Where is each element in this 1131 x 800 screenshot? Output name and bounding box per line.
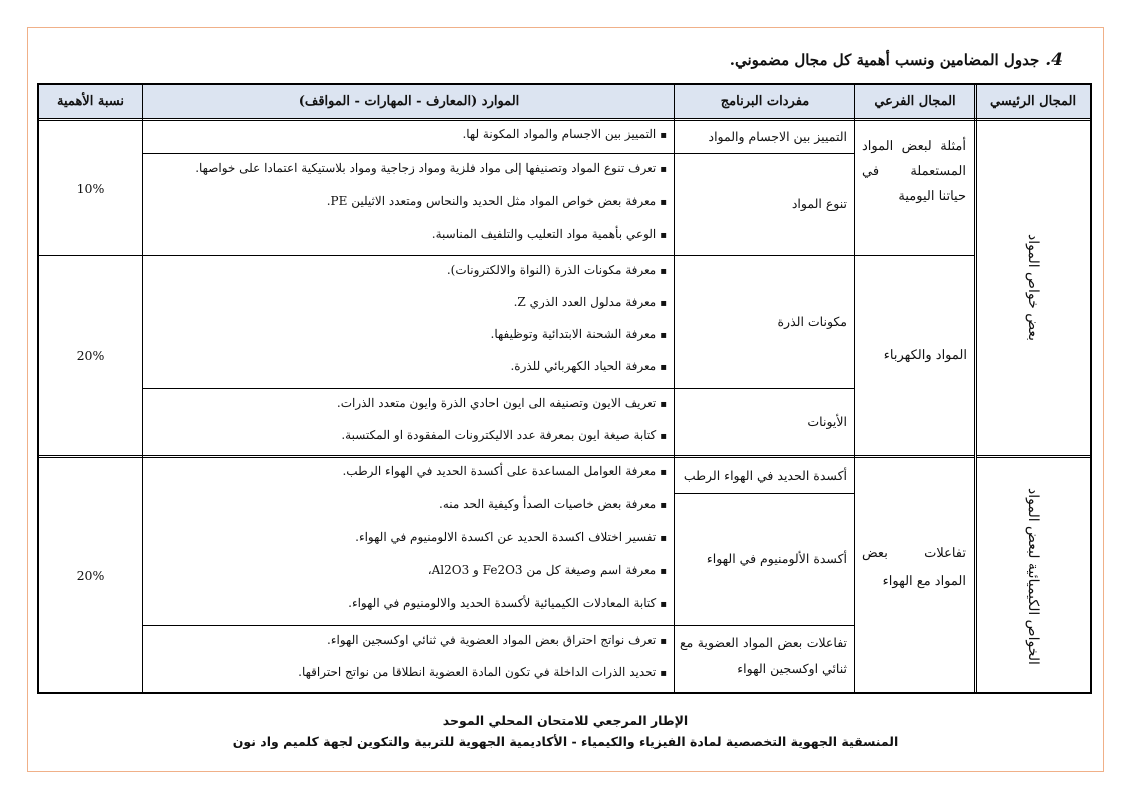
importance-2: 20% xyxy=(76,347,105,363)
resource-item: ▪ معرفة العوامل المساعدة على أكسدة الحديد في الهواء الرطب. xyxy=(342,464,667,478)
resource-item: ▪ تعرف نواتج احتراق بعض المواد العضوية في ثنائي اوكسجين الهواء. xyxy=(327,633,667,647)
main-domain-2: الخواص الكيميائية لبعض المواد xyxy=(1025,487,1041,665)
program-item-6: أكسدة الألومنيوم في الهواء xyxy=(706,551,847,566)
resource-item: ▪ معرفة الحياد الكهربائي للذرة. xyxy=(510,359,667,373)
program-item-7: تفاعلات بعض المواد العضوية مع ثنائي اوكسجين الهواء xyxy=(680,635,847,676)
resource-item: ▪ معرفة مدلول العدد الذري Z. xyxy=(514,295,667,309)
program-item-5: أكسدة الحديد في الهواء الرطب xyxy=(683,467,847,483)
program-item-4: الأيونات xyxy=(807,413,847,429)
resource-item: ▪ كتابة المعادلات الكيميائية لأكسدة الحديد والالومنيوم في الهواء. xyxy=(348,596,667,610)
resources-group-1 xyxy=(143,121,667,153)
resource-item: ▪ تفسير اختلاف اكسدة الحديد عن اكسدة الالومنيوم في الهواء. xyxy=(355,530,667,544)
resource-item: ▪ تعريف الايون وتصنيفه الى ايون احادي الذرة وايون متعدد الذرات. xyxy=(337,396,667,410)
header-sub-domain: المجال الفرعي xyxy=(855,84,975,118)
program-item-2: تنوع المواد xyxy=(791,196,847,211)
footer-line-2: المنسقية الجهوية التخصصية لمادة الفيزياء والكيمياء - الأكاديمية الجهوية للتربية والتكوين لجهة كلميم واد نون xyxy=(232,734,899,749)
main-domain-1: بعض خواص المواد xyxy=(1025,234,1041,342)
program-item-1: التمييز بين الاجسام والمواد xyxy=(708,129,847,144)
footer-line-1: الإطار المرجعي للامتحان المحلي الموحد xyxy=(442,713,689,728)
resource-item: ▪ معرفة بعض خاصيات الصدأ وكيفية الحد منه. xyxy=(439,497,667,511)
resource-item: ▪ معرفة الشحنة الابتدائية وتوظيفها. xyxy=(491,327,667,341)
section-number: 4. xyxy=(1045,50,1063,70)
header-importance: نسبة الأهمية xyxy=(38,84,143,118)
resources-group-4 xyxy=(143,388,667,455)
section-title: جدول المضامين ونسب أهمية كل مجال مضموني. xyxy=(729,51,1040,69)
resource-item: ▪ الوعي بأهمية مواد التعليب والتلفيف المناسبة. xyxy=(432,227,667,241)
importance-1: 10% xyxy=(76,180,105,196)
header-program-items: مفردات البرنامج xyxy=(675,84,855,118)
sub-domain-1: أمثلة لبعض المواد المستعملة في حياتنا اليومية xyxy=(862,139,966,204)
sub-domain-2: المواد والكهرباء xyxy=(883,347,967,363)
resources-group-5 xyxy=(143,458,667,625)
resource-item: ▪ تعرف تنوع المواد وتصنيفها إلى مواد فلزية ومواد زجاجية ومواد بلاستيكية اعتمادا على خواصها. xyxy=(195,161,667,175)
importance-3: 20% xyxy=(76,567,105,583)
header-main-domain: المجال الرئيسي xyxy=(975,84,1091,118)
resource-item: ▪ تحديد الذرات الداخلة في تكون المادة العضوية انطلاقا من نواتج احتراقها. xyxy=(298,665,667,679)
resources-group-6 xyxy=(143,625,667,692)
resource-item: ▪ كتابة صيغة ايون بمعرفة عدد الاليكترونات المفقودة او المكتسبة. xyxy=(341,428,667,442)
resource-item: ▪ معرفة اسم وصيغة كل من Fe2O3 و Al2O3، xyxy=(428,563,667,577)
section-heading xyxy=(730,50,1063,70)
resource-item: ▪ معرفة بعض خواص المواد مثل الحديد والنحاس ومتعدد الاثيلين PE. xyxy=(327,194,667,208)
resources-group-3 xyxy=(143,255,667,388)
program-item-3: مكونات الذرة xyxy=(777,313,847,329)
resource-item: ▪ التمييز بين الاجسام والمواد المكونة لها. xyxy=(462,127,667,141)
header-resources: الموارد (المعارف - المهارات - المواقف) xyxy=(143,84,675,118)
sub-domain-3: تفاعلات بعض المواد مع الهواء xyxy=(862,546,966,589)
resources-group-2 xyxy=(143,153,667,255)
resource-item: ▪ معرفة مكونات الذرة (النواة والالكترونات). xyxy=(447,263,667,277)
